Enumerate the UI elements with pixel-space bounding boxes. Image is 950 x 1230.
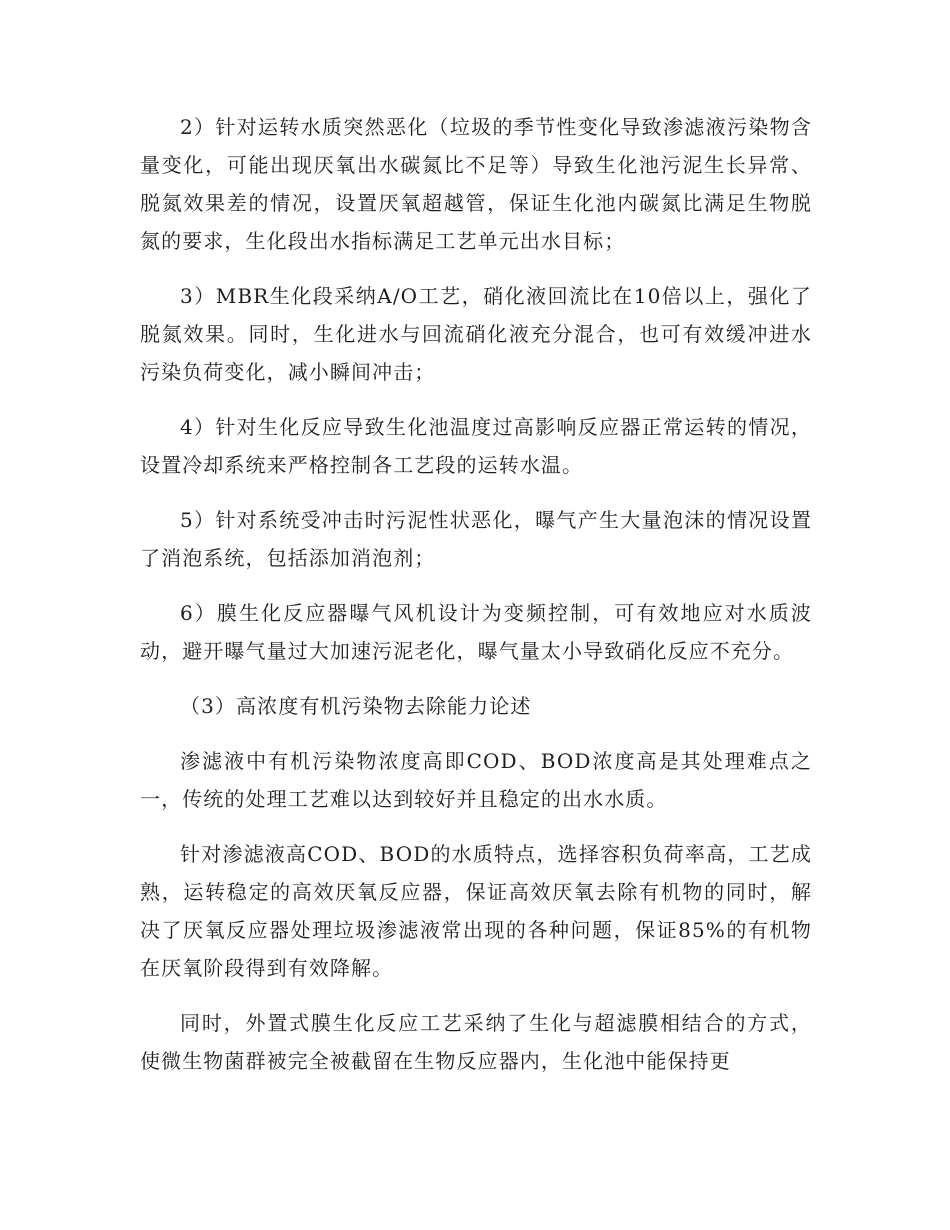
paragraph-measure-4: 4）针对生化反应导致生化池温度过高影响反应器正常运转的情况，设置冷却系统来严格控制各工艺段的运转水温。: [140, 415, 812, 477]
paragraph-measure-5: 5）针对系统受冲击时污泥性状恶化，曝气产生大量泡沫的情况设置了消泡系统，包括添加消泡剂；: [140, 508, 812, 570]
paragraph-anaerobic: 针对渗滤液高COD、BOD的水质特点，选择容积负荷率高，工艺成熟，运转稳定的高效厌氧反应器，保证高效厌氧去除有机物的同时，解决了厌氧反应器处理垃圾渗滤液常出现的各种问题，保证85%的有机物在厌氧阶段得到有效降解。: [140, 842, 812, 980]
paragraph-measure-3: 3）MBR生化段采纳A/O工艺，硝化液回流比在10倍以上，强化了脱氮效果。同时，生化进水与回流硝化液充分混合，也可有效缓冲进水污染负荷变化，减小瞬间冲击；: [140, 284, 812, 384]
paragraph-measure-6: 6）膜生化反应器曝气风机设计为变频控制，可有效地应对水质波动，避开曝气量过大加速污泥老化，曝气量太小导致硝化反应不充分。: [140, 601, 812, 663]
document-body: [140, 108, 812, 1097]
paragraph-measure-2: 2）针对运转水质突然恶化（垃圾的季节性变化导致渗滤液污染物含量变化，可能出现厌氧出水碳氮比不足等）导致生化池污泥生长异常、脱氮效果差的情况，设置厌氧超越管，保证生化池内碳氮比满足生物脱氮的要求，生化段出水指标满足工艺单元出水目标；: [140, 115, 812, 253]
paragraph-intro: 渗滤液中有机污染物浓度高即COD、BOD浓度高是其处理难点之一，传统的处理工艺难以达到较好并且稳定的出水水质。: [140, 749, 812, 811]
paragraph-mbr: 同时，外置式膜生化反应工艺采纳了生化与超滤膜相结合的方式，使微生物菌群被完全被截留在生物反应器内，生化池中能保持更: [140, 1011, 812, 1073]
section-heading: （3）高浓度有机污染物去除能力论述: [180, 694, 532, 718]
